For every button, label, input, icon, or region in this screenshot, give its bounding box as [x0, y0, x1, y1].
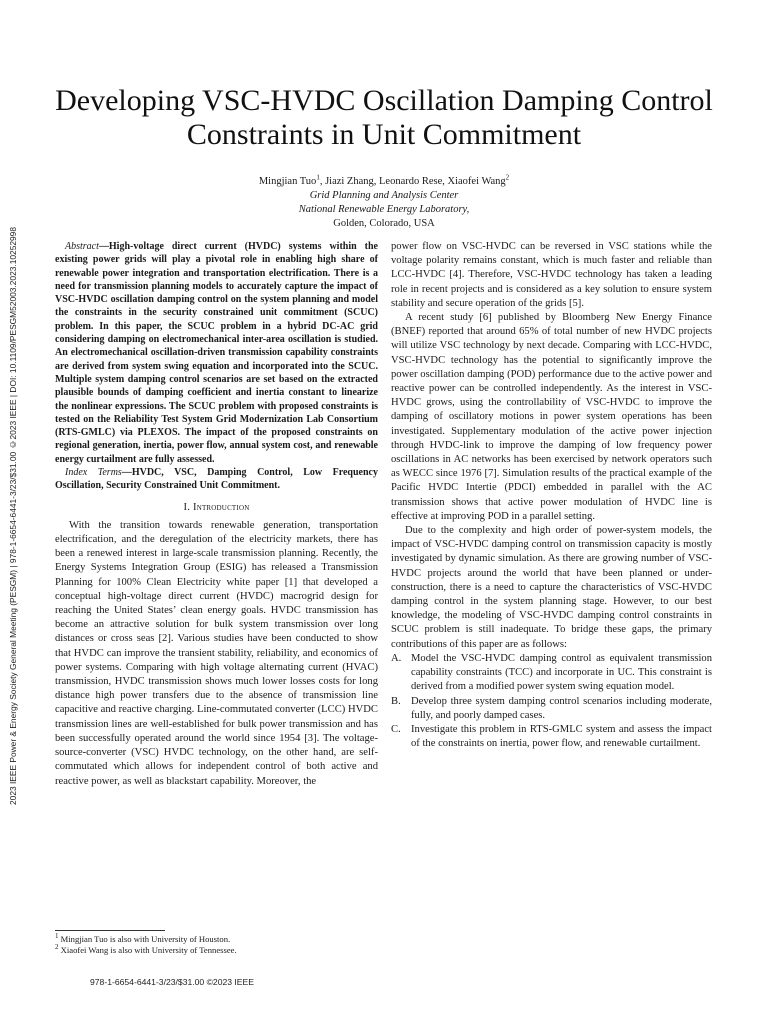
right-column — [391, 240, 712, 751]
contributions-list — [391, 652, 712, 751]
section-heading-introduction: I. Introduction — [183, 501, 250, 513]
author-rest: , Jiazi Zhang, Leonardo Rese, Xiaofei Wang — [319, 176, 506, 187]
affiliation-center: Grid Planning and Analysis Center — [309, 190, 459, 201]
footnote-text: Mingjian Tuo is also with University of Houston. — [60, 934, 231, 944]
footnote-divider — [55, 930, 165, 931]
abstract-text: —High-voltage direct current (HVDC) systems within the existing power grids will play a pivotal role in enabling high share of renewable power integration and transportation electrification. There is a need for transmission planning models to accurately capture the impact of VSC-HVDC oscillation damping control on the system planning and model the constraints in the security constrained unit commitment (SCUC) problem. In this paper, the SCUC problem in a hybrid DC-AC grid considering damping on electromechanical inter-area oscillation is studied. An electromechanical oscillation-driven transmission capability constraints are derived from system swing equation and incorporated into the SCUC. Multiple system damping control scenarios are set based on the extracted plausible bounds of damping coefficient and inertia constant to linearize the nonlinear expressions. The SCUC problem with proposed constraints is tested on the Reliability Test System Grid Modernization Lab Consortium (RTS-GMLC) via PLEXOS. The impact of the proposed constraints on regional generation, inertia, power flow, annual system cost, and renewable energy curtailment are fully assessed. — [55, 241, 378, 465]
list-marker: C. — [391, 723, 401, 735]
abstract — [55, 240, 378, 466]
footnote — [55, 945, 385, 956]
author-first: Mingjian Tuo — [258, 176, 317, 187]
affiliation-location: Golden, Colorado, USA — [333, 218, 435, 229]
index-terms — [55, 466, 378, 493]
footnote — [55, 934, 385, 945]
intro-paragraph-1: With the transition towards renewable generation, transportation electrification, and the deregulation of the electricity markets, there has been a renewed interest in large-scale transmission planning. Recently, the Energy Systems Integration Group (ESIG) has released a Transmission Planning for 100% Clean Electricity white paper [1] that developed a conceptual high-voltage direct current (HVDC) macrogrid design for reaching the United States’ clean energy goals. HVDC transmission has become an attractive solution for bulk system transmission over long distances or cross seas [2]. Various studies have been conducted to show that HVDC can improve the transient stability, reliability, and economics of power systems. Comparing with high voltage alternating current (HVAC) transmission, HVDC transmission shows much lower losses costs for long distance high power transfers due to the absence of transmission line capacitive and reactive charging. Line-commutated converter (LCC) HVDC transmission lines are well-established for bulk power transmission and has been successfully operated around the world since 1954 [3]. The voltage-source-converter (VSC) HVDC technology, on the other hand, are self-commutated which allows for independent control of both active and reactive power, as well as blackstart capability. Moreover, the — [55, 519, 378, 787]
page-footer: 978-1-6654-6441-3/23/$31.00 ©2023 IEEE — [90, 977, 255, 987]
left-column — [55, 240, 378, 789]
author-block — [0, 175, 768, 231]
list-item — [391, 652, 712, 695]
author-names — [0, 175, 768, 189]
index-terms-text: —HVDC, VSC, Damping Control, Low Frequency Oscillation, Security Constrained Unit Commitment. — [55, 467, 378, 492]
footnote-text: Xiaofei Wang is also with University of Tennessee. — [60, 945, 237, 955]
affiliation-lab: National Renewable Energy Laboratory, — [298, 204, 470, 215]
footnote-mark: 2 — [55, 943, 59, 952]
doi-sidebar: 2023 IEEE Power & Energy Society General Meeting (PESGM) | 978-1-6654-6441-3/23/$31.00 ©2023 IEEE | DOI: 10.1109/PESGM52003.2023.10252998 — [8, 227, 18, 805]
paper-title: Developing VSC-HVDC Oscillation Damping Control Constraints in Unit Commitment — [55, 84, 713, 151]
list-marker: A. — [391, 652, 402, 664]
list-item-text: Develop three system damping control scenarios including moderate, fully, and poorly damped cases. — [411, 695, 712, 721]
list-item-text: Model the VSC-HVDC damping control as equivalent transmission capability constraints (TCC) and incorporate in UC. This constraint is derived from a modified power system swing equation model. — [411, 652, 712, 693]
list-marker: B. — [391, 695, 401, 707]
list-item-text: Investigate this problem in RTS-GMLC system and assess the impact of the constraints on inertia, power flow, and renewable curtailment. — [411, 723, 712, 750]
intro-paragraph-4: Due to the complexity and high order of power-system models, the impact of VSC-HVDC damping control on transmission capacity is mostly investigated by dynamic simulation. As there are growing number of VSC-HVDC projects around the world that have been planned or under-construction, there is a need to capture the characteristics of VSC-HVDC damping control in the system planning stage. However, to our best knowledge, the modeling of VSC-HVDC damping control constraints in SCUC problem is still inadequate. To bridge these gaps, the primary contributions of this paper are as follows: — [391, 525, 712, 650]
author-last-footnote-mark: 2 — [505, 173, 510, 182]
list-item — [391, 723, 712, 751]
author-first-footnote-mark: 1 — [316, 173, 320, 182]
footnotes — [55, 934, 385, 956]
footnote-mark: 1 — [55, 932, 59, 941]
list-item — [391, 695, 712, 723]
abstract-lead: Abstract — [65, 241, 99, 252]
index-terms-lead: Index Terms — [65, 467, 122, 479]
intro-paragraph-3: A recent study [6] published by Bloomberg New Energy Finance (BNEF) reported that around 65% of total number of new HVDC projects will utilize VSC technology by next decade. Comparing with LCC-HVDC, VSC-HVDC technology has the potential to significantly improve the power oscillation damping (POD) performance due to the active power and reactive power can be controlled independently. As the interest in VSC-HVDC grows, using the controllability of VSC-HVDC to improve the damping of oscillatory motions in power system operations has been investigated. Supplementary modulation of the active power injection through HVDC-link to improve the damping of low frequency power oscillations in AC networks has been exercised by network operators such as WECC since 1976 [7]. Simulation results of the practical example of the Pacific HVDC Intertie (PDCI) embedded in parallel with the AC transmission shows that active power modulation of HVDC line is effective at improving POD in a parallel setting. — [391, 312, 712, 522]
intro-paragraph-2: power flow on VSC-HVDC can be reversed in VSC stations while the voltage polarity remains constant, which is much faster and reliable than LCC-HVDC [4]. Therefore, VSC-HVDC technology has taken a leading role in recent projects and is considered as a key solution to ensure system stability and secure operation of the grids [5]. — [391, 241, 712, 309]
